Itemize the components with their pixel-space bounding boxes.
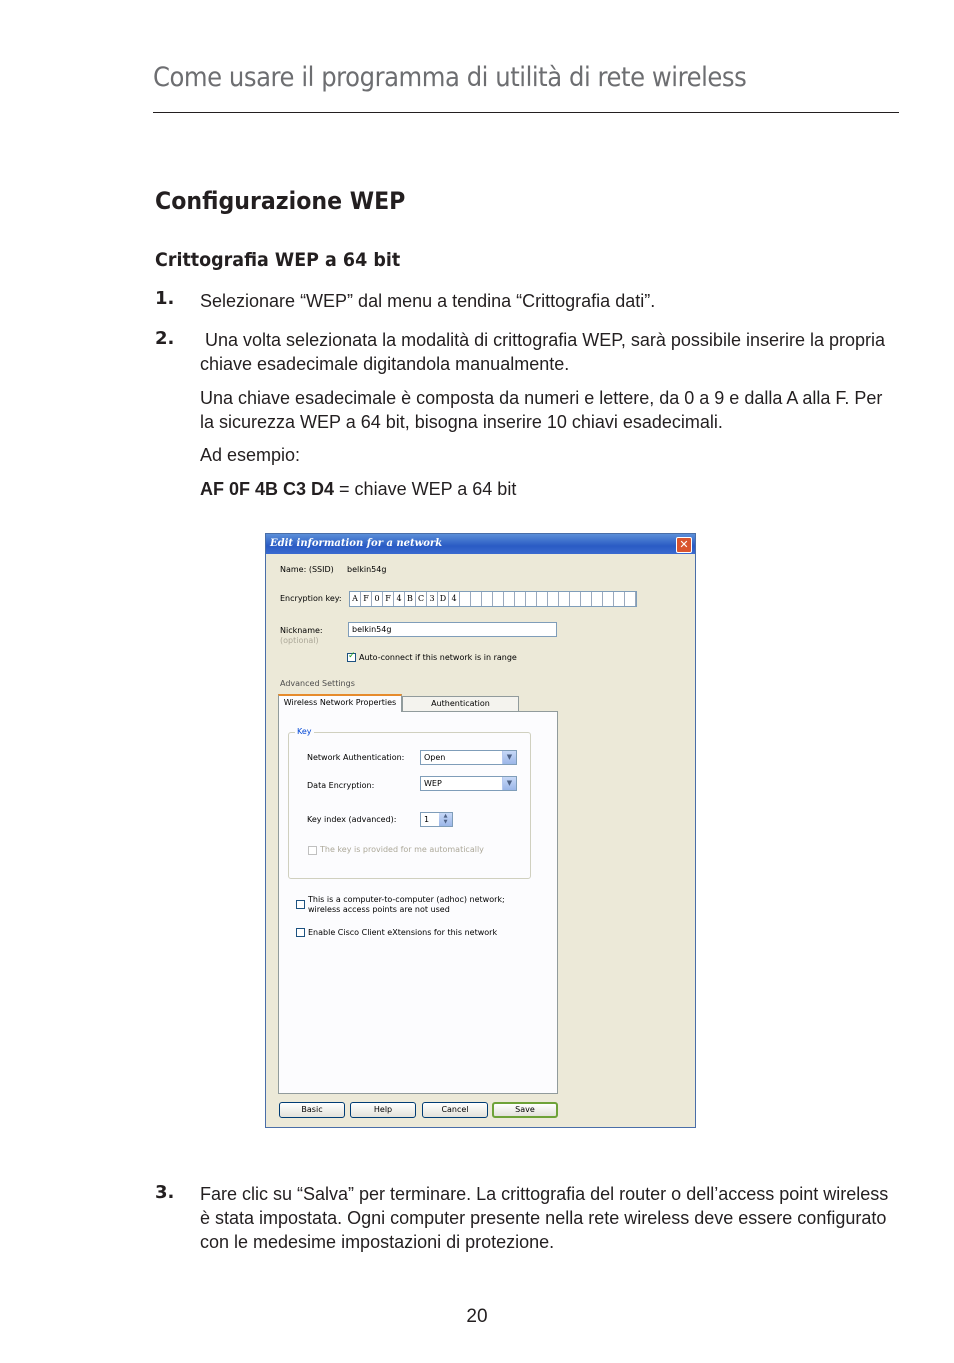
key-cell <box>570 592 581 606</box>
page-header-title: Come usare il programma di utilità di rete wireless <box>153 62 747 93</box>
auto-key-checkbox <box>308 846 317 855</box>
key-cell <box>559 592 570 606</box>
key-group-label: Key <box>297 727 312 736</box>
basic-button[interactable]: Basic <box>279 1102 345 1118</box>
key-cell: 3 <box>427 592 438 606</box>
save-button[interactable]: Save <box>492 1102 558 1118</box>
network-authentication-value: Open <box>424 753 446 762</box>
step-number-2: 2. <box>155 328 175 349</box>
adhoc-checkbox[interactable] <box>296 900 305 909</box>
key-cell <box>471 592 482 606</box>
data-encryption-label: Data Encryption: <box>307 781 375 790</box>
key-cell <box>537 592 548 606</box>
adhoc-label-line-1: This is a computer-to-computer (adhoc) network; <box>308 895 505 904</box>
key-cell <box>625 592 636 606</box>
chevron-down-icon[interactable]: ▼ <box>502 751 516 764</box>
step-number-1: 1. <box>155 288 175 309</box>
page-number: 20 <box>466 1306 488 1327</box>
key-cell <box>482 592 493 606</box>
edit-network-dialog <box>265 533 696 1128</box>
advanced-settings-label: Advanced Settings <box>280 679 355 688</box>
key-cell <box>614 592 625 606</box>
key-cell: F <box>383 592 394 606</box>
dialog-title: Edit information for a network <box>270 538 443 549</box>
key-cell <box>493 592 504 606</box>
cancel-button[interactable]: Cancel <box>422 1102 488 1118</box>
key-index-label: Key index (advanced): <box>307 815 397 824</box>
key-cell: 0 <box>372 592 383 606</box>
example-key: AF 0F 4B C3 D4 <box>200 479 335 499</box>
help-button[interactable]: Help <box>350 1102 416 1118</box>
key-cell <box>515 592 526 606</box>
chevron-down-icon[interactable]: ▼ <box>502 777 516 790</box>
key-index-spinner[interactable] <box>420 812 453 827</box>
data-encryption-value: WEP <box>424 779 442 788</box>
step-text-1: Selezionare “WEP” dal menu a tendina “Crittografia dati”. <box>200 291 656 311</box>
adhoc-label-line-2: wireless access points are not used <box>308 905 450 914</box>
autoconnect-checkbox[interactable] <box>347 653 356 662</box>
key-cell: 4 <box>394 592 405 606</box>
key-cell <box>592 592 603 606</box>
key-cell: C <box>416 592 427 606</box>
key-index-value: 1 <box>424 815 430 824</box>
step-2-example-intro: Ad esempio: <box>200 445 301 465</box>
encryption-key-label: Encryption key: <box>280 594 342 603</box>
cisco-label: Enable Cisco Client eXtensions for this network <box>308 928 498 937</box>
key-cell <box>526 592 537 606</box>
key-cell <box>460 592 471 606</box>
key-cell <box>603 592 614 606</box>
spinner-arrows-icon[interactable]: ▲ ▼ <box>439 813 452 826</box>
step-number-3: 3. <box>155 1182 175 1203</box>
auto-key-label: The key is provided for me automatically <box>320 845 484 854</box>
name-label: Name: (SSID) <box>280 565 334 574</box>
key-cell <box>548 592 559 606</box>
data-encryption-select[interactable] <box>420 776 517 791</box>
nickname-label: Nickname: <box>280 626 323 635</box>
key-cell: D <box>438 592 449 606</box>
step-2-example <box>200 477 900 501</box>
name-value: belkin54g <box>347 565 387 574</box>
section-title: Configurazione WEP <box>155 187 406 215</box>
key-cell: A <box>350 592 361 606</box>
close-icon[interactable]: ✕ <box>676 537 692 553</box>
encryption-key-field[interactable] <box>349 591 637 607</box>
key-cell <box>504 592 515 606</box>
network-authentication-label: Network Authentication: <box>307 753 405 762</box>
header-divider <box>153 112 899 113</box>
tab-authentication[interactable]: Authentication <box>402 696 519 712</box>
key-cell: 4 <box>449 592 460 606</box>
nickname-optional-note: (optional) <box>280 636 319 645</box>
example-description: = chiave WEP a 64 bit <box>334 479 517 499</box>
key-cell <box>581 592 592 606</box>
step-2-paragraph: Una chiave esadecimale è composta da numeri e lettere, da 0 a 9 e dalla A alla F. Per la sicurezza WEP a 64 bit, bisogna inserire 10 chiavi esadecimali. <box>200 388 883 432</box>
dialog-titlebar <box>266 534 695 554</box>
section-subtitle: Crittografia WEP a 64 bit <box>155 249 401 271</box>
step-text-3: Fare clic su “Salva” per terminare. La crittografia del router o dell’access point wireless è stata impostata. Ogni computer presente nella rete wireless deve essere configurato con le medesime impostazioni di protezione. <box>200 1184 889 1252</box>
key-cell: F <box>361 592 372 606</box>
tab-wireless-network-properties[interactable]: Wireless Network Properties <box>278 694 402 712</box>
nickname-input[interactable]: belkin54g <box>348 622 557 637</box>
step-text-2: Una volta selezionata la modalità di crittografia WEP, sarà possibile inserire la propria chiave esadecimale digitandola manualmente. <box>200 330 891 374</box>
autoconnect-label: Auto-connect if this network is in range <box>359 653 517 662</box>
network-authentication-select[interactable] <box>420 750 517 765</box>
key-cell: B <box>405 592 416 606</box>
cisco-checkbox[interactable] <box>296 928 305 937</box>
